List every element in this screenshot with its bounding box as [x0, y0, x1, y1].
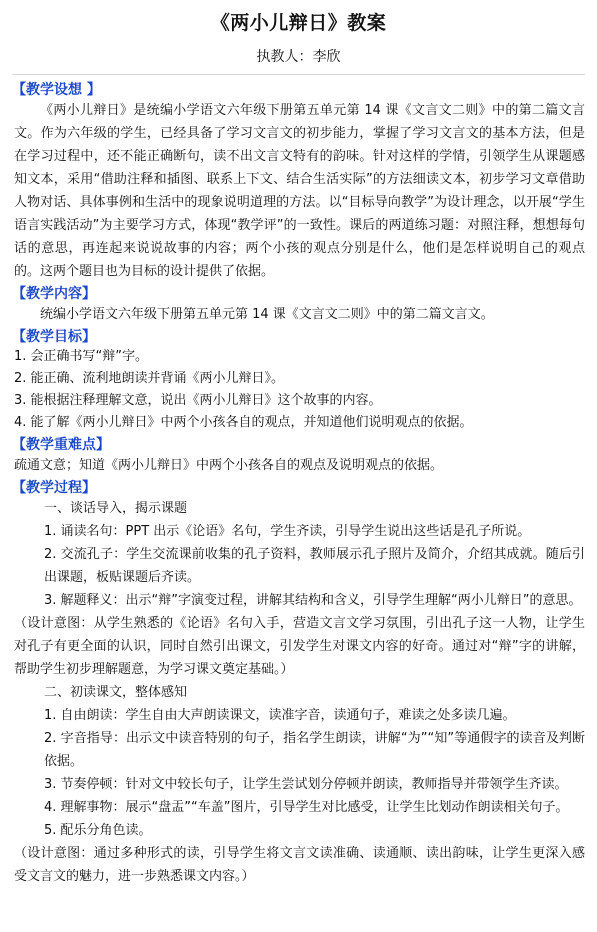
design-paragraph: 《两小儿辩日》是统编小学语文六年级下册第五单元第 14 课《文言文二则》中的第二篇文言文。作为六年级的学生，已经具备了学习文言文的初步能力，掌握了学习文言文的基本方法，但是在学习过程中，还不能正确断句，读不出文言文特有的韵味。针对这样的学情，引领学生从课题感知文本，采用“借助注释和插图、联系上下文、结合生活实际”的方法细读文本，初步学习文章借助人物对话、具体事例和生活中的现象说明道理的方法。以“目标导向教学”为设计理念，以开展“学生语言实践活动”为主要学习方式，体现“教学评”的一致性。课后的两道练习题：对照注释，想想每句话的意思，再连起来说说故事的内容；两个小孩的观点分别是什么，他们是怎样说明自己的观点的。这两个题目也为目标的设计提供了依据。 [14, 103, 585, 279]
page-title: 《两小儿辩日》教案 [210, 12, 387, 34]
process-part1-heading: 一、谈话导入，揭示课题 [44, 501, 188, 516]
process-part1-item-3: 3. 解题释义：出示“辩”字演变过程，讲解其结构和含义，引导学生理解“两小儿辩日”的意思。 [44, 593, 582, 608]
teacher-line: 执教人：李欣 [256, 49, 341, 65]
divider [12, 74, 585, 75]
keypoints-paragraph: 疏通文意；知道《两小儿辩日》中两个小孩各自的观点及说明观点的依据。 [14, 458, 444, 473]
goal-item-2: 2. 能正确、流利地朗读并背诵《两小儿辩日》。 [14, 371, 285, 386]
process-part2-item-5: 5. 配乐分角色读。 [44, 823, 152, 838]
process-part2-note: （设计意图：通过多种形式的读，引导学生将文言文读准确、读通顺、读出韵味，让学生更深入感受文言文的魅力，进一步熟悉课文内容。） [14, 846, 585, 884]
process-part1-item-1: 1. 诵读名句：PPT 出示《论语》名句，学生齐读，引导学生说出这些话是孔子所说。 [44, 524, 531, 539]
process-part1-item-2: 2. 交流孔子：学生交流课前收集的孔子资料，教师展示孔子照片及简介，介绍其成就。随后引出课题，板贴课题后齐读。 [44, 547, 585, 585]
section-heading-content: 【教学内容】 [12, 286, 96, 302]
goal-item-1: 1. 会正确书写“辩”字。 [14, 349, 149, 364]
process-part1-note: （设计意图：从学生熟悉的《论语》名句入手，营造文言文学习氛围，引出孔子这一人物，让学生对孔子有更全面的认识，同时自然引出课文，引发学生对课文内容的好奇。通过对“辩”字的讲解，帮助学生初步理解题意，为学习课文奠定基础。） [14, 616, 585, 677]
section-heading-keypoints: 【教学重难点】 [12, 437, 110, 453]
goal-item-4: 4. 能了解《两小儿辩日》中两个小孩各自的观点，并知道他们说明观点的依据。 [14, 415, 473, 430]
process-part2-item-2: 2. 字音指导：出示文中读音特别的句子，指名学生朗读，讲解“为”“知”等通假字的读音及判断依据。 [44, 731, 585, 769]
process-part2-item-3: 3. 节奏停顿：针对文中较长句子，让学生尝试划分停顿并朗读，教师指导并带领学生齐读。 [44, 777, 568, 792]
section-heading-design: 【教学设想 】 [12, 82, 101, 98]
goal-item-3: 3. 能根据注释理解文意，说出《两小儿辩日》这个故事的内容。 [14, 393, 382, 408]
process-part2-item-1: 1. 自由朗读：学生自由大声朗读课文，读准字音，读通句子，难读之处多读几遍。 [44, 708, 516, 723]
section-heading-goals: 【教学目标】 [12, 329, 96, 345]
content-paragraph: 统编小学语文六年级下册第五单元第 14 课《文言文二则》中的第二篇文言文。 [40, 307, 494, 322]
process-part2-heading: 二、初读课文，整体感知 [44, 685, 188, 700]
section-heading-process: 【教学过程】 [12, 480, 96, 496]
process-part2-item-4: 4. 理解事物：展示“盘盂”“车盖”图片，引导学生对比感受，让学生比划动作朗读相关句子。 [44, 800, 569, 815]
